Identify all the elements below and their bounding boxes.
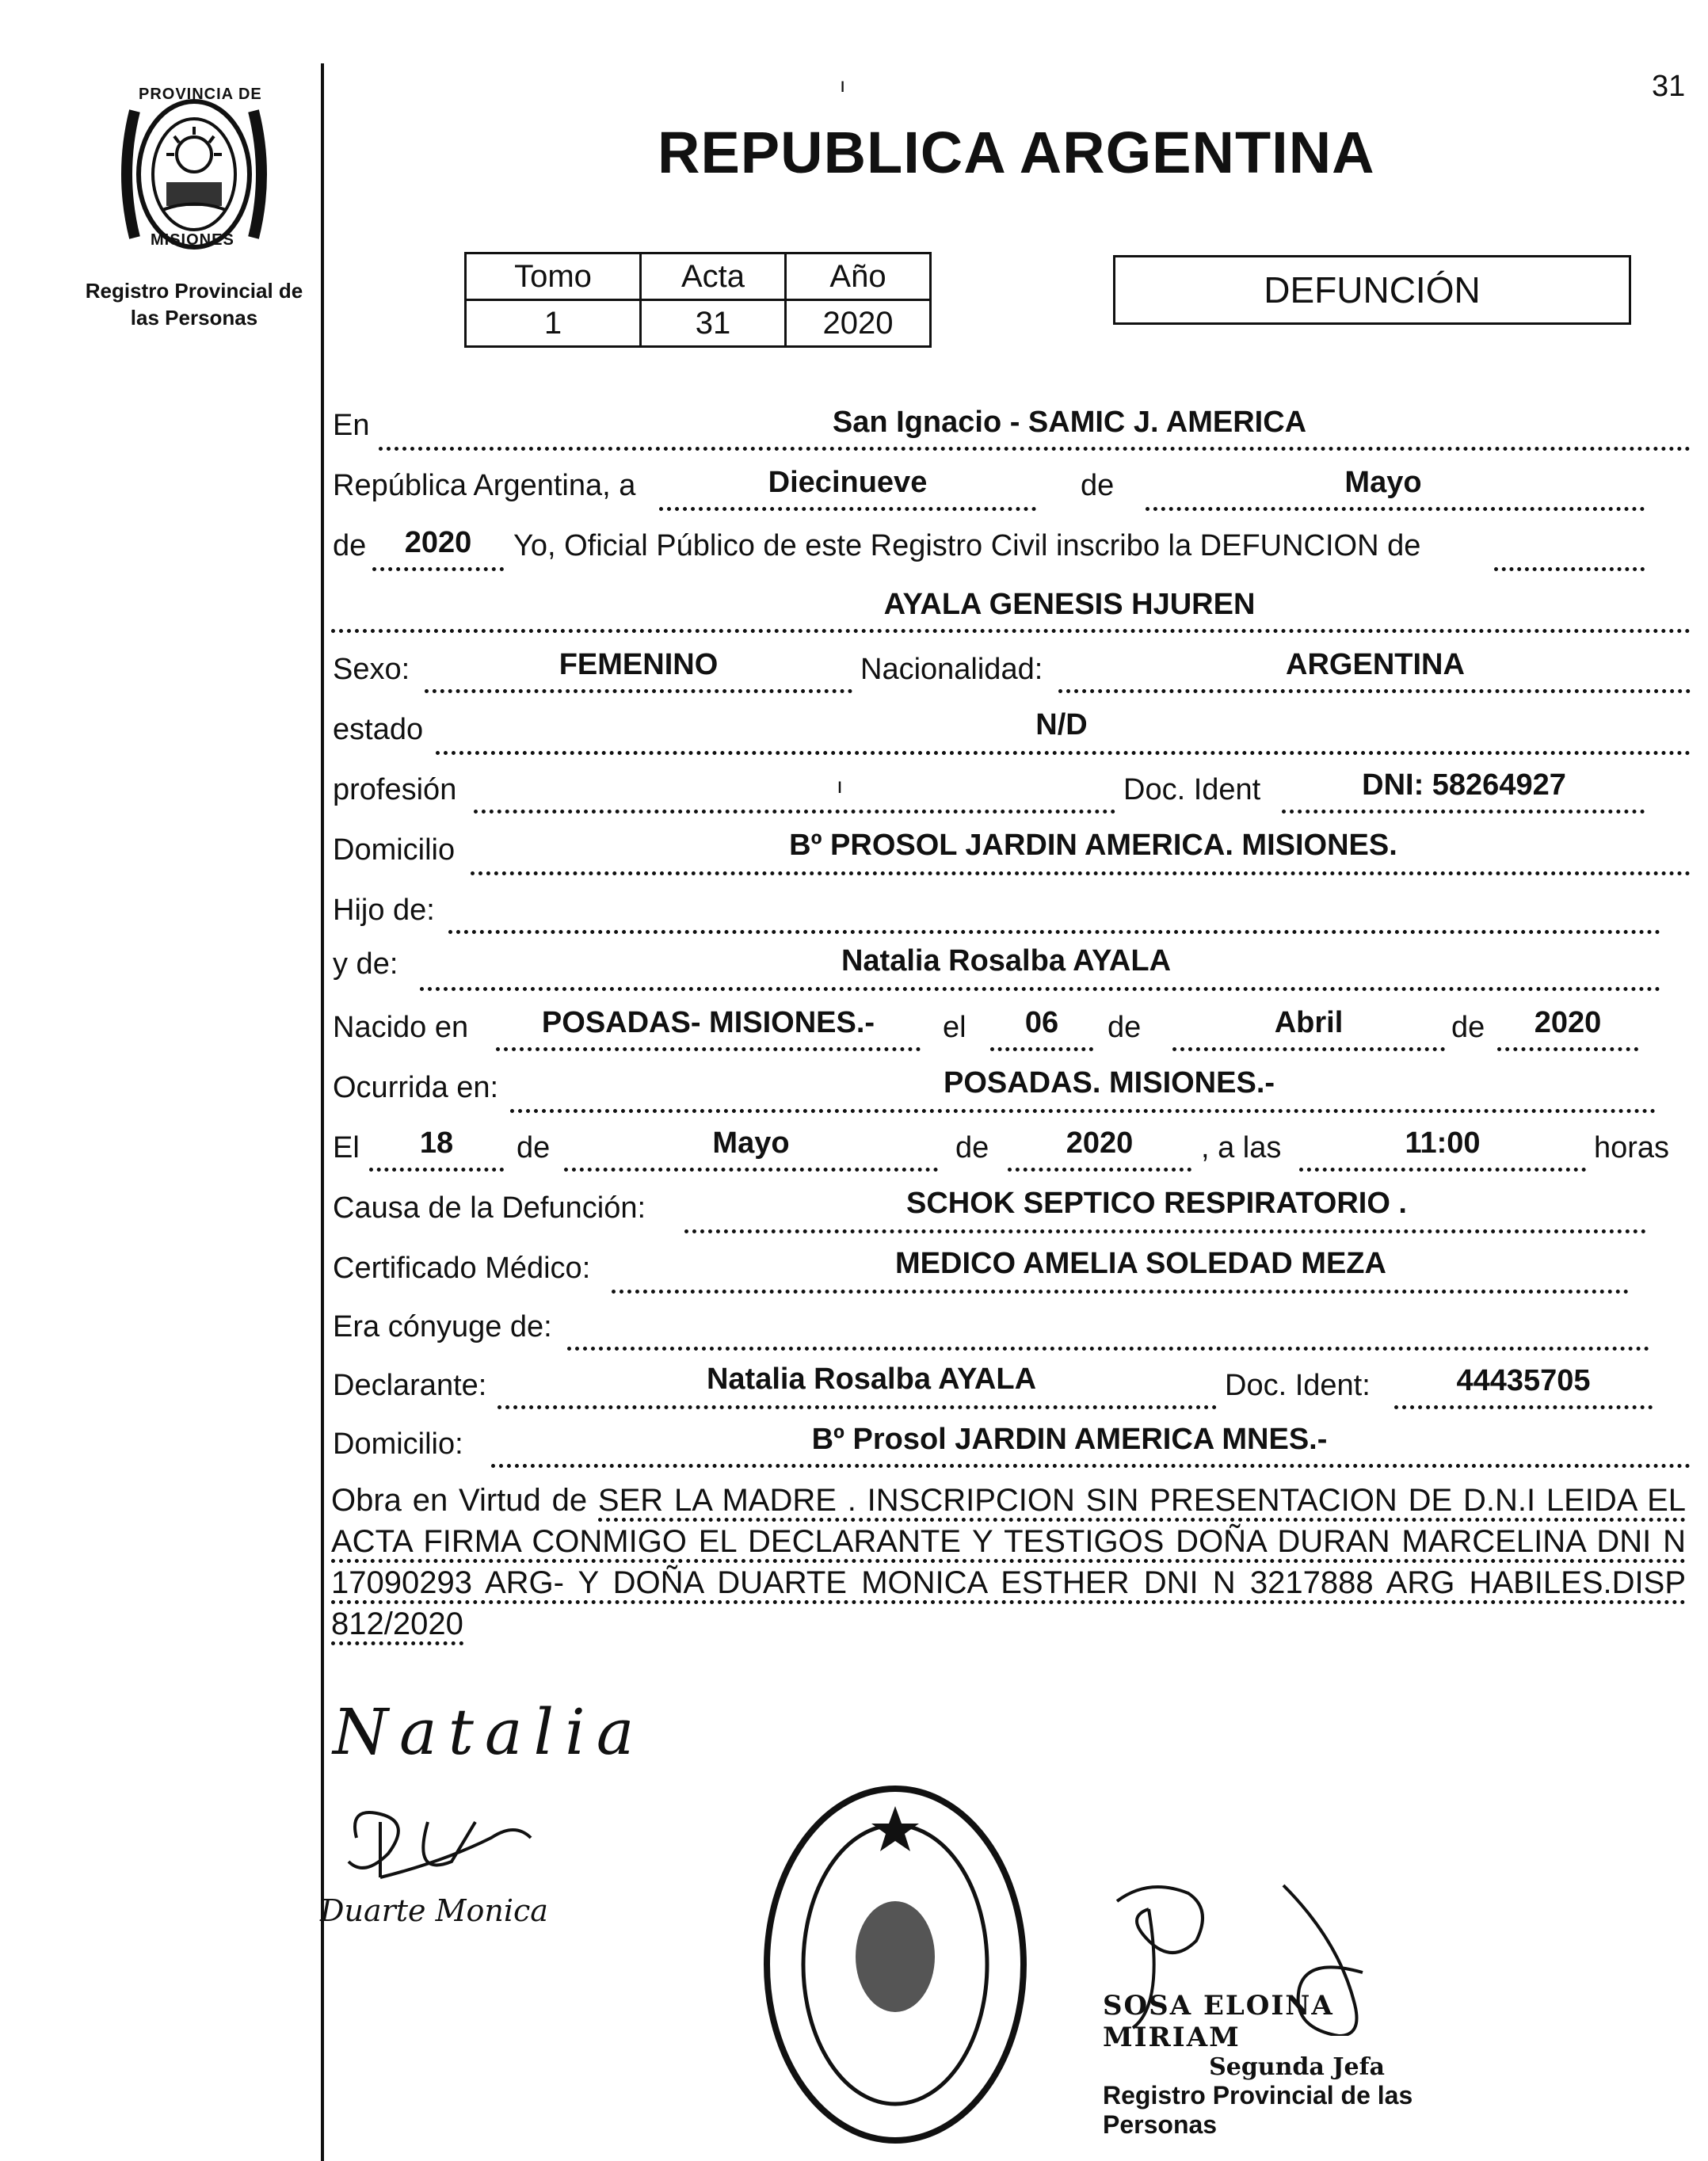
de6-label: de: [955, 1131, 989, 1164]
conyuge-label: Era cónyuge de:: [333, 1310, 552, 1343]
acta-value: 31: [641, 300, 786, 347]
page-title: REPUBLICA ARGENTINA: [658, 120, 1375, 185]
sexo-value: FEMENINO: [559, 648, 719, 681]
nacionalidad-label: Nacionalidad:: [860, 653, 1043, 686]
causa-value: SCHOK SEPTICO RESPIRATORIO .: [905, 1187, 1407, 1220]
ocurrida-line: [510, 1109, 1656, 1113]
domicilio-line: [471, 871, 1691, 875]
registry-stamp-icon: [753, 1774, 1038, 2155]
nac-mes-line: [1172, 1047, 1445, 1051]
obra-paragraph: [331, 1480, 1686, 1645]
de3-label: de: [1108, 1011, 1142, 1044]
official-org: Registro Provincial de las Personas: [1103, 2081, 1413, 2139]
registry-name-line1: Registro Provincial de: [85, 279, 303, 303]
el2-label: El: [333, 1131, 360, 1164]
doc-value: DNI: 58264927: [1362, 768, 1566, 802]
def-hora: 11:00: [1405, 1126, 1481, 1160]
official-block: [1103, 1990, 1467, 2140]
republica-label: República Argentina, a: [333, 469, 636, 502]
official-role: Segunda Jefa: [1209, 2053, 1385, 2081]
domicilio2-line: [491, 1464, 1691, 1468]
deceased-name: AYALA GENESIS HJUREN: [883, 588, 1256, 621]
yde-label: y de:: [333, 947, 398, 981]
dia-line: [659, 507, 1036, 511]
nac-mes: Abril: [1274, 1006, 1344, 1039]
registry-name: [71, 277, 317, 331]
hijo-line: [448, 930, 1660, 934]
nacido-value: POSADAS- MISIONES.-: [541, 1006, 875, 1039]
record-type-box: DEFUNCIÓN: [1113, 255, 1631, 325]
causa-line: [684, 1229, 1646, 1233]
witness2-handwritten-name: Duarte Monica: [320, 1893, 548, 1928]
decl-doc-line: [1394, 1405, 1653, 1409]
declarant-handwritten-name: Natalia: [333, 1695, 646, 1769]
decl-doc-label: Doc. Ident:: [1225, 1369, 1371, 1402]
official-name: SOSA ELOINA MIRIAM: [1103, 1990, 1334, 2053]
estado-label: estado: [333, 713, 424, 746]
anio-value: 2020: [786, 300, 931, 347]
tomo-header: Tomo: [466, 253, 641, 300]
ocurrida-label: Ocurrida en:: [333, 1071, 499, 1104]
yo-text: Yo, Oficial Público de este Registro Civil inscribo la DEFUNCION de: [513, 529, 1421, 562]
nacionalidad-value: ARGENTINA: [1286, 648, 1465, 681]
domicilio-value: Bº PROSOL JARDIN AMERICA. MISIONES.: [789, 829, 1397, 862]
de5-label: de: [517, 1131, 551, 1164]
sexo-line: [425, 689, 852, 693]
domicilio2-value: Bº Prosol JARDIN AMERICA MNES.-: [811, 1423, 1328, 1456]
profesion-value: ı: [837, 773, 843, 798]
top-mark: ı: [840, 73, 846, 97]
profesion-label: profesión: [333, 773, 457, 806]
yde-line: [420, 987, 1660, 991]
def-dia: 18: [419, 1126, 454, 1160]
declarante-label: Declarante:: [333, 1369, 487, 1402]
hijo-label: Hijo de:: [333, 894, 435, 927]
doc-line: [1282, 810, 1645, 814]
nac-anio-line: [1497, 1047, 1638, 1051]
seal-top-text: PROVINCIA DE: [139, 86, 262, 103]
certificado-label: Certificado Médico:: [333, 1252, 591, 1285]
yde-value: Natalia Rosalba AYALA: [841, 944, 1172, 978]
anio-line: [372, 567, 504, 571]
registry-name-line2: las Personas: [130, 306, 258, 330]
def-mes: Mayo: [712, 1126, 790, 1160]
decl-doc-value: 44435705: [1456, 1364, 1591, 1397]
conyuge-line: [567, 1347, 1649, 1351]
certificado-line: [612, 1290, 1629, 1294]
mes-value: Mayo: [1344, 466, 1422, 499]
profesion-line: [474, 810, 1115, 814]
anio-header: Año: [786, 253, 931, 300]
def-hora-line: [1299, 1168, 1586, 1172]
de4-label: de: [1451, 1011, 1485, 1044]
declarante-line: [498, 1405, 1217, 1409]
ocurrida-value: POSADAS. MISIONES.-: [943, 1066, 1275, 1100]
nacionalidad-line: [1058, 689, 1691, 693]
de2-label: de: [333, 529, 367, 562]
nombre-line: [331, 629, 1691, 633]
domicilio2-label: Domicilio:: [333, 1427, 463, 1461]
sexo-label: Sexo:: [333, 653, 410, 686]
margin-rule: [321, 63, 324, 2161]
estado-line: [436, 751, 1691, 755]
obra-value: SER LA MADRE . INSCRIPCION SIN PRESENTACION DE D.N.I LEIDA EL ACTA FIRMA CONMIGO EL DECLARANTE Y TESTIGOS DOÑA DURAN MARCELINA DNI N 17090293 ARG- Y DOÑA DUARTE MONICA ESTHER DNI N 3217888 ARG HABILES.DISP 812/2020: [331, 1483, 1686, 1645]
horas-label: horas: [1594, 1131, 1670, 1164]
nac-dia: 06: [1024, 1006, 1059, 1039]
tomo-value: 1: [466, 300, 641, 347]
estado-value: N/D: [1035, 708, 1088, 741]
en-label: En: [333, 409, 370, 442]
page-number: 31: [1652, 70, 1686, 103]
anio-value: 2020: [404, 526, 472, 559]
def-anio: 2020: [1066, 1126, 1134, 1160]
alas-label: , a las: [1201, 1131, 1282, 1164]
nac-anio: 2020: [1534, 1006, 1602, 1039]
record-table: [464, 252, 932, 348]
yo-line: [1494, 567, 1645, 571]
def-mes-line: [564, 1168, 938, 1172]
doc-label: Doc. Ident: [1123, 773, 1261, 806]
obra-label: Obra en Virtud de: [331, 1483, 588, 1518]
dia-value: Diecinueve: [768, 466, 928, 499]
nac-dia-line: [990, 1047, 1093, 1051]
acta-header: Acta: [641, 253, 786, 300]
de-label: de: [1081, 469, 1115, 502]
mes-line: [1146, 507, 1645, 511]
el-label: el: [943, 1011, 966, 1044]
en-value: San Ignacio - SAMIC J. AMERICA: [832, 406, 1307, 439]
declarante-value: Natalia Rosalba AYALA: [706, 1363, 1037, 1396]
def-dia-line: [369, 1168, 504, 1172]
domicilio-label: Domicilio: [333, 833, 456, 867]
witness-signature-icon: [333, 1790, 555, 1901]
nacido-line: [496, 1047, 921, 1051]
causa-label: Causa de la Defunción:: [333, 1191, 646, 1225]
seal-bottom-text: MISIONES: [151, 231, 234, 249]
certificado-value: MEDICO AMELIA SOLEDAD MEZA: [895, 1247, 1386, 1280]
en-line: [379, 447, 1691, 451]
def-anio-line: [1008, 1168, 1191, 1172]
nacido-label: Nacido en: [333, 1011, 469, 1044]
